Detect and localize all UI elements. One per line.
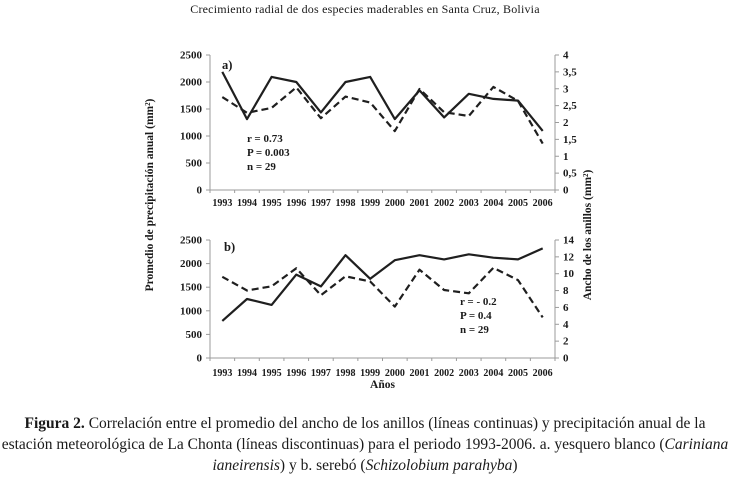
right-tick-label: 2,5 <box>563 100 577 113</box>
stats-annotation: P = 0.4 <box>460 310 492 322</box>
x-tick-label: 1994 <box>236 198 257 209</box>
x-tick-label: 2005 <box>508 368 529 379</box>
chart-panel-a <box>135 45 615 217</box>
caption-species-b: Schizolobium parahyba <box>365 457 513 474</box>
right-tick-label: 10 <box>563 268 574 281</box>
left-tick-label: 1000 <box>180 130 202 143</box>
right-tick-label: 8 <box>563 285 569 298</box>
ring-width-line <box>222 72 542 131</box>
x-tick-label: 2000 <box>384 368 405 379</box>
x-tick-label: 1993 <box>212 198 233 209</box>
x-tick-label: 2002 <box>434 198 455 209</box>
right-tick-label: 4 <box>563 49 569 62</box>
ring-width-line <box>222 248 542 321</box>
x-tick-label: 1998 <box>335 198 356 209</box>
x-tick-label: 1999 <box>360 198 381 209</box>
left-tick-label: 2000 <box>180 258 202 271</box>
x-tick-label: 1997 <box>310 368 331 379</box>
caption-species-a: Cariniana ianeirensis <box>212 436 729 474</box>
x-axis-title: Años <box>370 379 395 391</box>
x-tick-label: 1995 <box>261 198 282 209</box>
right-axis-label: Ancho de los anillos (mm²) <box>582 169 594 301</box>
x-tick-label: 2000 <box>384 198 405 209</box>
x-tick-label: 2003 <box>458 368 479 379</box>
x-tick-label: 2005 <box>508 198 529 209</box>
right-tick-label: 1,5 <box>563 133 577 146</box>
x-tick-label: 1995 <box>261 368 282 379</box>
caption-text: Correlación entre el promedio del ancho de los anillos (líneas continuas) y precipitación anual de la estación meteorológica de La Chonta (líneas discontinuas) para el periodo 1993-2006. a. yesquero blanco ( <box>1 415 706 453</box>
caption-label: Figura 2. <box>24 415 85 432</box>
right-tick-label: 4 <box>563 318 569 331</box>
stats-annotation: r = - 0.2 <box>460 296 497 308</box>
stats-annotation: n = 29 <box>247 161 276 173</box>
x-tick-label: 2001 <box>409 198 430 209</box>
left-tick-label: 2500 <box>180 234 202 247</box>
panel-label: a) <box>222 58 233 72</box>
right-tick-label: 0 <box>563 352 569 365</box>
left-tick-label: 2500 <box>180 49 202 62</box>
x-tick-label: 2001 <box>409 368 430 379</box>
left-tick-label: 0 <box>196 352 202 365</box>
caption-text: ) <box>512 457 518 474</box>
caption-text: ) y b. serebó ( <box>279 457 366 474</box>
x-tick-label: 2003 <box>458 198 479 209</box>
left-tick-label: 2000 <box>180 76 202 89</box>
right-tick-label: 0,5 <box>563 167 577 180</box>
x-tick-label: 2004 <box>483 368 504 379</box>
left-tick-label: 1000 <box>180 305 202 318</box>
x-tick-label: 1997 <box>310 198 331 209</box>
x-tick-label: 2006 <box>532 368 553 379</box>
x-tick-label: 2006 <box>532 198 553 209</box>
x-tick-label: 2002 <box>434 368 455 379</box>
right-tick-label: 2 <box>563 335 569 348</box>
left-tick-label: 500 <box>185 328 202 341</box>
stats-annotation: r = 0.73 <box>247 133 283 145</box>
x-tick-label: 1999 <box>360 368 381 379</box>
stats-annotation: n = 29 <box>460 324 489 336</box>
x-tick-label: 1993 <box>212 368 233 379</box>
left-tick-label: 500 <box>185 157 202 170</box>
figure-caption <box>0 413 730 476</box>
left-axis-label: Promedio de precipitación anual (mm²) <box>144 98 156 292</box>
x-tick-label: 1994 <box>236 368 257 379</box>
right-tick-label: 1 <box>563 150 569 163</box>
panel-label: b) <box>224 240 236 254</box>
left-tick-label: 0 <box>196 184 202 197</box>
right-tick-label: 6 <box>563 301 569 314</box>
x-tick-label: 2004 <box>483 198 504 209</box>
stats-annotation: P = 0.003 <box>247 147 290 159</box>
left-tick-label: 1500 <box>180 103 202 116</box>
right-tick-label: 12 <box>563 251 574 264</box>
chart-panel-b <box>135 230 615 398</box>
x-tick-label: 1996 <box>286 368 307 379</box>
left-tick-label: 1500 <box>180 281 202 294</box>
x-tick-label: 1998 <box>335 368 356 379</box>
right-tick-label: 0 <box>563 184 569 197</box>
right-tick-label: 2 <box>563 117 569 129</box>
right-tick-label: 3 <box>563 83 569 96</box>
precipitation-line <box>222 268 542 318</box>
right-tick-label: 3,5 <box>563 66 577 79</box>
x-tick-label: 1996 <box>286 198 307 209</box>
right-tick-label: 14 <box>563 234 574 247</box>
running-head: Crecimiento radial de dos especies maderables en Santa Cruz, Bolivia <box>190 2 540 16</box>
